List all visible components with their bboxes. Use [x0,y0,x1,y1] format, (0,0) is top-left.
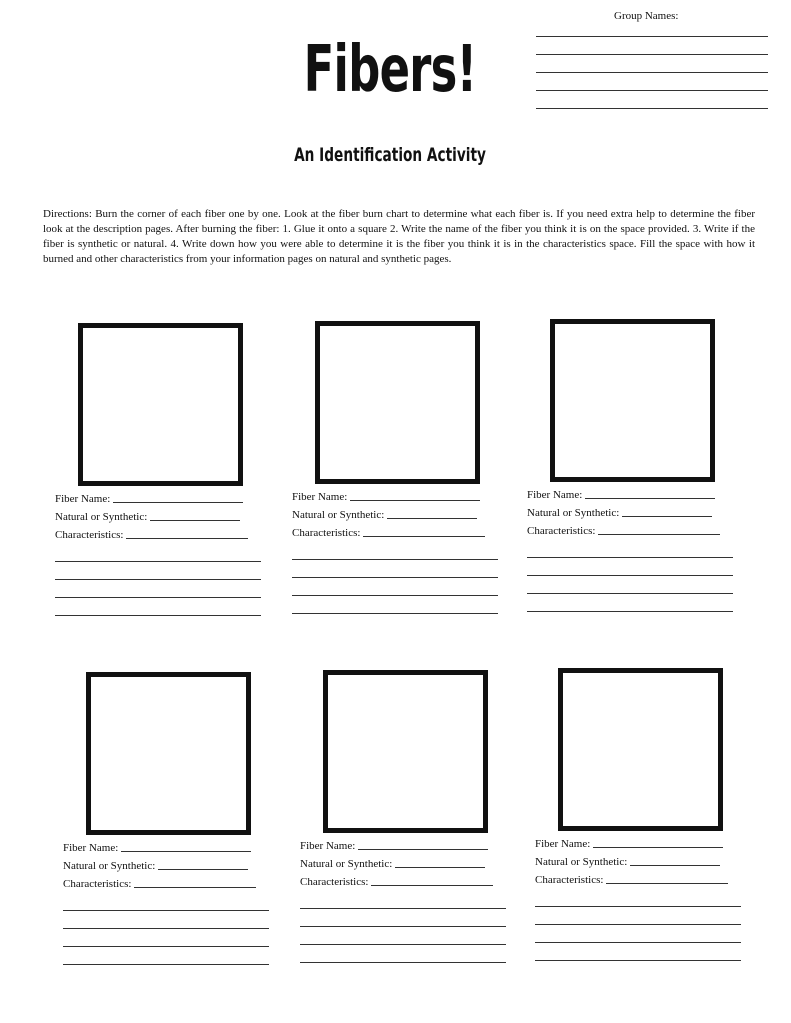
natural-or-synthetic-row [535,853,750,871]
natural-or-synthetic-row [292,506,507,524]
characteristics-label: Characteristics: [63,878,132,890]
natural-or-synthetic-row [527,504,742,522]
fiber-name-blank[interactable] [593,835,723,848]
fiber-card-fields [292,488,507,614]
fiber-card-fields [55,490,270,616]
characteristics-label: Characteristics: [527,525,596,537]
natural-or-synthetic-label: Natural or Synthetic: [55,511,148,523]
natural-or-synthetic-blank[interactable] [395,855,485,868]
fiber-name-row [300,837,515,855]
characteristics-line[interactable] [535,907,741,925]
fiber-name-blank[interactable] [585,486,715,499]
fiber-sample-square [86,672,251,835]
fiber-sample-square [558,668,723,831]
page-title: Fibers! [303,33,477,107]
characteristics-line[interactable] [535,889,741,907]
fiber-name-label: Fiber Name: [527,489,583,501]
natural-or-synthetic-blank[interactable] [150,508,240,521]
natural-or-synthetic-label: Natural or Synthetic: [300,858,393,870]
fiber-card-fields [527,486,742,612]
group-names-label: Group Names: [614,10,679,22]
natural-or-synthetic-blank[interactable] [158,857,248,870]
characteristics-blank[interactable] [126,526,248,539]
group-name-line[interactable] [536,108,768,109]
natural-or-synthetic-blank[interactable] [387,506,477,519]
fiber-name-row [63,839,278,857]
fiber-name-row [535,835,750,853]
characteristics-line[interactable] [292,578,498,596]
fiber-name-blank[interactable] [121,839,251,852]
fiber-name-row [55,490,270,508]
characteristics-line[interactable] [292,560,498,578]
characteristics-blank[interactable] [606,871,728,884]
fiber-name-label: Fiber Name: [63,842,119,854]
characteristics-line[interactable] [527,576,733,594]
characteristics-label: Characteristics: [55,529,124,541]
characteristics-line[interactable] [300,927,506,945]
characteristics-label: Characteristics: [292,527,361,539]
fiber-name-label: Fiber Name: [55,493,111,505]
natural-or-synthetic-blank[interactable] [630,853,720,866]
characteristics-line[interactable] [535,943,741,961]
characteristics-line[interactable] [292,596,498,614]
characteristics-line[interactable] [300,909,506,927]
fiber-name-blank[interactable] [113,490,243,503]
characteristics-row [527,522,742,540]
natural-or-synthetic-label: Natural or Synthetic: [527,507,620,519]
fiber-sample-square [550,319,715,482]
natural-or-synthetic-label: Natural or Synthetic: [535,856,628,868]
fiber-sample-square [78,323,243,486]
fiber-name-label: Fiber Name: [535,838,591,850]
fiber-name-row [292,488,507,506]
characteristics-blank[interactable] [134,875,256,888]
natural-or-synthetic-label: Natural or Synthetic: [292,509,385,521]
fiber-sample-square [315,321,480,484]
characteristics-label: Characteristics: [300,876,369,888]
characteristics-row [55,526,270,544]
natural-or-synthetic-row [63,857,278,875]
fiber-card-fields [63,839,278,965]
group-name-line[interactable] [536,54,768,55]
characteristics-blank[interactable] [363,524,485,537]
group-name-line[interactable] [536,90,768,91]
characteristics-line[interactable] [300,945,506,963]
characteristics-row [63,875,278,893]
characteristics-blank[interactable] [371,873,493,886]
characteristics-label: Characteristics: [535,874,604,886]
fiber-name-blank[interactable] [350,488,480,501]
characteristics-line[interactable] [63,893,269,911]
fiber-name-label: Fiber Name: [300,840,356,852]
characteristics-row [300,873,515,891]
characteristics-row [535,871,750,889]
fiber-card-fields [300,837,515,963]
group-name-line[interactable] [536,72,768,73]
characteristics-line[interactable] [55,562,261,580]
characteristics-line[interactable] [55,544,261,562]
natural-or-synthetic-blank[interactable] [622,504,712,517]
characteristics-blank[interactable] [598,522,720,535]
characteristics-line[interactable] [535,925,741,943]
natural-or-synthetic-row [55,508,270,526]
fiber-name-blank[interactable] [358,837,488,850]
characteristics-line[interactable] [300,891,506,909]
characteristics-line[interactable] [63,947,269,965]
fiber-name-label: Fiber Name: [292,491,348,503]
fiber-card-fields [535,835,750,961]
natural-or-synthetic-label: Natural or Synthetic: [63,860,156,872]
page-subtitle: An Identification Activity [294,144,486,166]
characteristics-line[interactable] [63,929,269,947]
characteristics-row [292,524,507,542]
group-name-line[interactable] [536,36,768,37]
fiber-sample-square [323,670,488,833]
directions-text: Directions: Burn the corner of each fiber one by one. Look at the fiber burn chart to determine what each fiber is. If you need extra help to determine the fiber look at the description pages. After burning the fiber: 1. Glue it onto a square 2. Write the name of the fiber you think it is on the space provided. 3. Write if the fiber is synthetic or natural. 4. Write down how you were able to determine it is the fiber you think it is in the characteristics space. Fill the space with how it burned and other characteristics from your information pages on natural and synthetic pages. [43,208,755,265]
characteristics-line[interactable] [63,911,269,929]
fiber-name-row [527,486,742,504]
characteristics-line[interactable] [292,542,498,560]
characteristics-line[interactable] [55,598,261,616]
characteristics-line[interactable] [55,580,261,598]
characteristics-line[interactable] [527,558,733,576]
natural-or-synthetic-row [300,855,515,873]
characteristics-line[interactable] [527,594,733,612]
characteristics-line[interactable] [527,540,733,558]
